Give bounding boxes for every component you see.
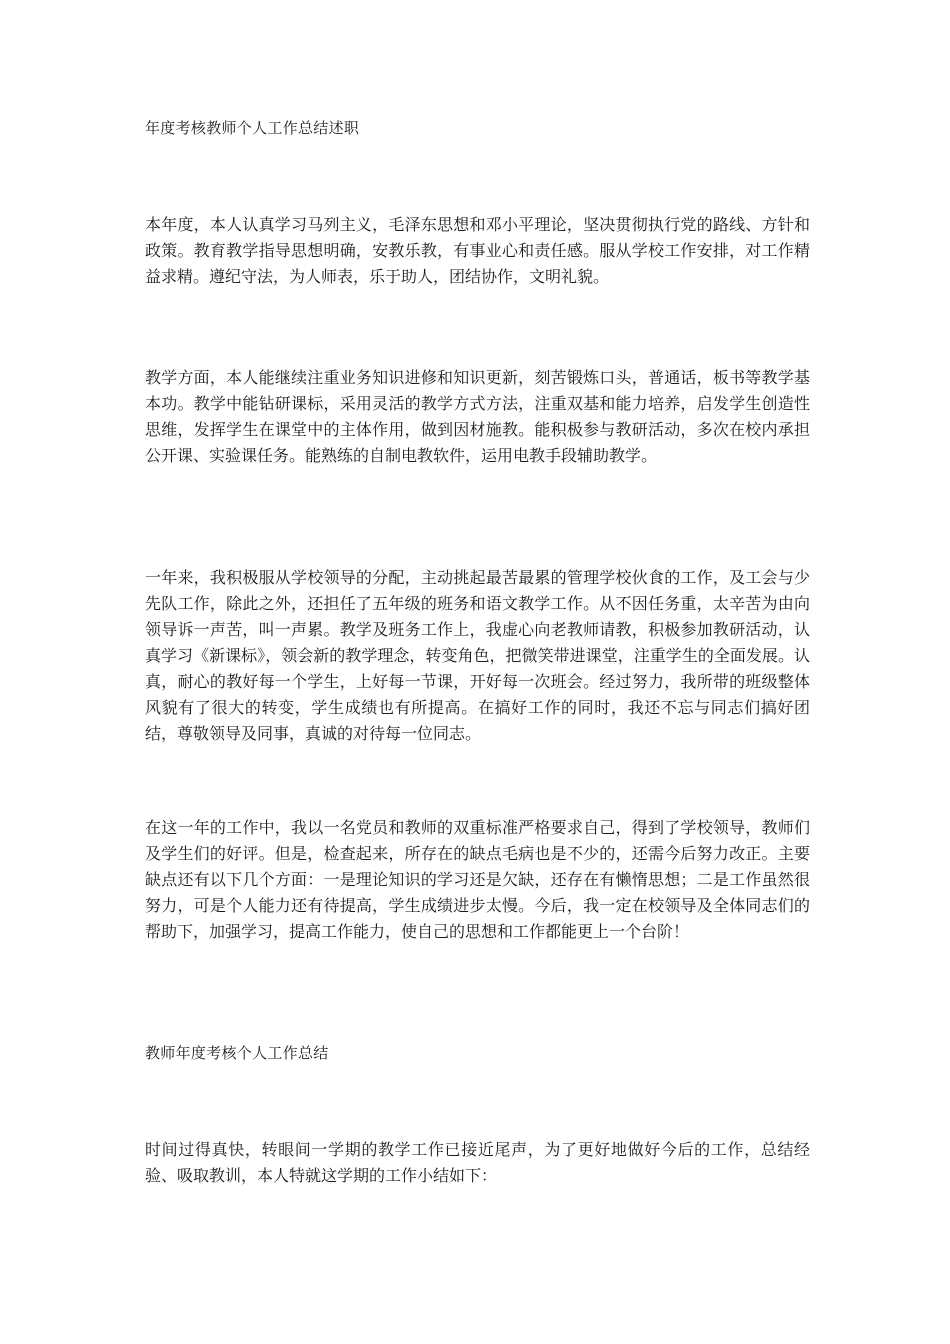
- document-title-2: 教师年度考核个人工作总结: [145, 1044, 329, 1062]
- paragraph-self-assessment: 本年度，本人认真学习马列主义，毛泽东思想和邓小平理论，坚决贯彻执行党的路线、方针和政策。教育教学指导思想明确，安教乐教，有事业心和责任感。服从学校工作安排，对工作精益求精。遵纪守法，为人师表，乐于助人，团结协作，文明礼貌。: [145, 215, 810, 286]
- paragraph-shortcomings: 在这一年的工作中，我以一名党员和教师的双重标准严格要求自己，得到了学校领导，教师们及学生们的好评。但是，检查起来，所存在的缺点毛病也是不少的，还需今后努力改正。主要缺点还有以下几个方面：一是理论知识的学习还是欠缺，还存在有懒惰思想；二是工作虽然很努力，可是个人能力还有待提高，学生成绩进步太慢。今后，我一定在校领导及全体同志们的帮助下，加强学习，提高工作能力，使自己的思想和工作都能更上一个台阶！: [145, 818, 810, 941]
- paragraph-year-work: 一年来，我积极服从学校领导的分配，主动挑起最苦最累的管理学校伙食的工作，及工会与少先队工作，除此之外，还担任了五年级的班务和语文教学工作。从不因任务重，太辛苦为由向领导诉一声苦，叫一声累。教学及班务工作上，我虚心向老教师请教，积极参加教研活动，认真学习《新课标》，领会新的教学理念，转变角色，把微笑带进课堂，注重学生的全面发展。认真，耐心的教好每一个学生，上好每一节课，开好每一次班会。经过努力，我所带的班级整体风貌有了很大的转变，学生成绩也有所提高。在搞好工作的同时，我还不忘与同志们搞好团结，尊敬领导及同事，真诚的对待每一位同志。: [145, 568, 810, 743]
- document-title-1: 年度考核教师个人工作总结述职: [145, 119, 360, 137]
- paragraph-semester-summary: 时间过得真快，转眼间一学期的教学工作已接近尾声，为了更好地做好今后的工作，总结经验、吸取教训，本人特就这学期的工作小结如下：: [145, 1140, 810, 1185]
- paragraph-teaching: 教学方面，本人能继续注重业务知识进修和知识更新，刻苦锻炼口头，普通话，板书等教学基本功。教学中能钻研课标，采用灵活的教学方式方法，注重双基和能力培养，启发学生创造性思维，发挥学生在课堂中的主体作用，做到因材施教。能积极参与教研活动，多次在校内承担公开课、实验课任务。能熟练的自制电教软件，运用电教手段辅助教学。: [145, 368, 810, 465]
